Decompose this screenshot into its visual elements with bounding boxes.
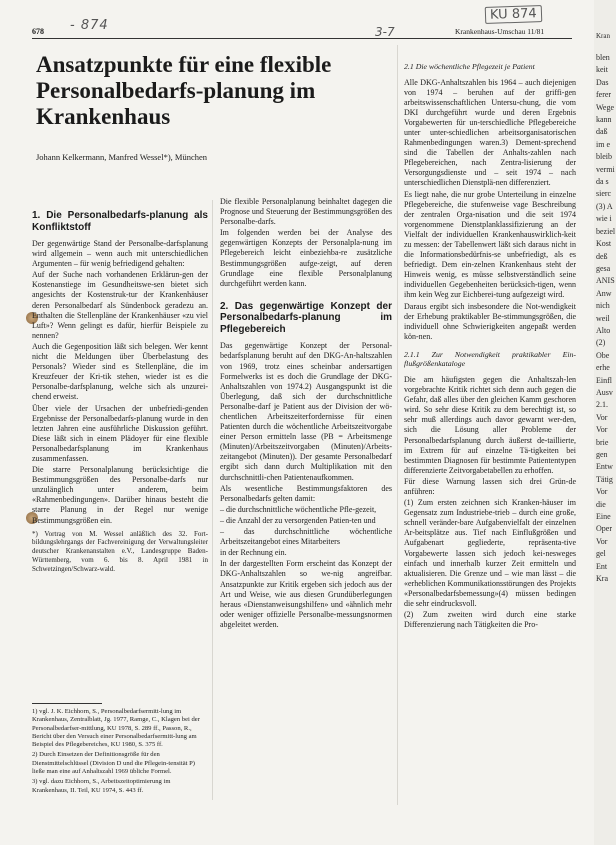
next-page-line: ANIS — [596, 276, 615, 286]
paragraph: Der gegenwärtige Stand der Personalbe-darfsplanung wird allgemein – wenn auch mit unterschiedlichen Argumenten – für wenig befriedigend gehalten: — [32, 239, 208, 269]
next-page-line: (3) A — [596, 201, 613, 211]
next-page-line: gel — [596, 549, 606, 559]
next-page-line: die — [596, 499, 606, 509]
next-page-line: (2) — [596, 338, 606, 348]
next-page-line: 2.1. — [596, 400, 608, 410]
paragraph: Auf der Suche nach vorhandenen Erklärun-gen der Kostenanstiege im Gesundheitswe-sen bietet sich angesichts der Kostenstruk-tur der Krankenhäuser deren Personalbedarf als Sündenbock geradezu an. Enthalten die Stellenpläne der Krankenhäuser «zu viel Luft»? Wenn gelingt es dafür, hierfür Beispiele zu nennen? — [32, 270, 208, 340]
section-heading-2: 2. Das gegenwärtige Konzept der Personalbedarfs-planung im Pflegebereich — [220, 300, 392, 335]
paragraph: Die am häufigsten gegen die Anhaltszah-len vorgebrachte Kritik richtet sich denn auch gegen die Gefahr, daß alles über den gleichen Kamm geschoren wird. So sehr diese Kritik zu dem berechtigt ist, so sehr muß allerdings auch davor gewarnt wer-den, sich die Lösung aller Probleme der Personalbedarfsplanung durch äußerst de-taillierte, im Extrem für auf einzelne Tä-tigkeiten bei bestimmten Diagnosen für bestimmte Patiententypen differenzierte Zeitvorgabetabellen zu erhoffen. — [404, 374, 576, 475]
author-footnote: *) Vortrag von M. Wessel anläßlich des 32. Fort-bildungslehrgangs der Fachvereinigung der Verwaltungsleiter deutscher Krankenanstalten e.V., Landesgruppe Baden-Württemberg, vom 6. bis 8. April 1981 in Schwetzingen/Schwarz-wald. — [32, 529, 208, 573]
next-page-line: Das — [596, 77, 609, 87]
next-page-header: Kran — [596, 32, 610, 40]
next-page-line: Vor — [596, 412, 608, 422]
next-page-line: Alto — [596, 325, 611, 335]
article-title: Ansatzpunkte für eine flexible Personalbedarfs-planung im Krankenhaus — [36, 52, 332, 129]
paragraph: Über viele der Ursachen der unbefriedi-genden Ergebnisse der Personalbedarfs-planung wurde in den letzten Jahren eine ausführliche Diskussion geführt. Diese läßt sich in einem Plädoyer für eine flexible Personalbedarfsplanung im Krankenhaus zusammenfassen. — [32, 403, 208, 463]
next-page-line: Ent — [596, 561, 608, 571]
paragraph: In der dargestellten Form erscheint das Konzept der DKG-Anhaltszahlen so we-nig angreifbar. Ansatzpunkte zur Kritik ergeben sich jedoch aus der Art und Weise, wie aus diesen Grundüberlegungen heraus «Dienstanweisungshilfen» und «ähnlich mehr oder weniger offizielle Personalbe-messungsnormen abgeleitet werden. — [220, 559, 392, 629]
page-number: 678 — [32, 27, 44, 36]
next-page-line: Anw — [596, 288, 612, 298]
next-page-line: Eine — [596, 512, 611, 522]
next-page-line: Oper — [596, 524, 612, 534]
footnote: 3) vgl. dazu Eichhorn, S., Arbeitszeitoptimierung im Krankenhaus, II. Teil, KU 1974, S. 443 ff. — [32, 778, 171, 794]
next-page-line: da s — [596, 177, 609, 187]
next-page-line: weil — [596, 313, 610, 323]
next-page-line: vermi — [596, 164, 615, 174]
next-page-line: Vor — [596, 425, 608, 435]
next-page-line: Vor — [596, 536, 608, 546]
next-page-line: sierc — [596, 189, 612, 199]
subsection-heading-2-1: 2.1 Die wöchentliche Pflegezeit je Patient — [404, 62, 535, 71]
next-page-line: gen — [596, 450, 608, 459]
paragraph: (1) Zum ersten zeichnen sich Kranken-häuser im Gegensatz zum Industriebe-trieb – durch eine große, schnell veränder-bare Aufgabenvielfalt der einzelnen Ar-beitsplätze aus. Tief nach Einflußgrößen und Aufgabenart gegliederte, repräsenta-tive Vorgabewerte lassen sich jedoch kei-nesweges einfach und innerhalb kurzer Zeit ermitteln und aktualisieren. Die Grenze und – wie man lässt – die «erheblichen Kommunikationsstörungen des Projekts «Personalbedarfsbemessung»(4) müssen bedingen die sehr eindrucksvoll. — [404, 498, 576, 608]
next-page-line: ferer — [596, 90, 612, 100]
next-page-line: keit — [596, 65, 608, 75]
next-page-line: Entw — [596, 462, 613, 472]
handwritten-note-right: 3-7 — [375, 25, 395, 39]
next-page-line: beziel — [596, 226, 616, 236]
column-2 — [220, 197, 392, 631]
paragraph: Die starre Personalplanung berücksichtige die Bestimmungsgrößen des Personalbe-darfs nur unzulänglich unter anderem, beim «Rahmenbedingungen». Darüber hinaus besteht die starre Planung in der Regel nur wenige Bestimmungsgrößen ein. — [32, 465, 208, 525]
list-item: – das durchschnittliche wöchentliche Arbeitszeitangebot eines Mitarbeiters — [220, 527, 392, 547]
next-page-line: erhe — [596, 363, 610, 373]
handwritten-note-left: - 874 — [70, 18, 109, 33]
next-page-line: Vor — [596, 487, 608, 497]
next-page-line: bleib — [596, 152, 612, 162]
paragraph: Auch die Gegenposition läßt sich belegen. Wer kennt nicht die Meldungen über Überbelastung des Personals? Wieder sind es Stellenpläne, die im Kreuzfeuer der Kri-tik stehen, wieder ist es die Personalbe-darfsplanung, welche sich als unzurei-chend erweist. — [32, 341, 208, 402]
paragraph: Alle DKG-Anhaltszahlen bis 1964 – auch diejenigen von 1974 – beruhen auf der griffi-gen arbeitswissenschaftlichen Untersu-chung, die vom DKI durchgeführt wurde und deren Ergebnis Vorgabewerten für un-terschiedliche Pflegebereiche unter unter-schiedlichen arbeitsorganisatorischen Rahmenbedingungen waren.3) Dement-sprechend sind die Tabellen der Anhalts-zahlen nach Pflegebereichen, nach Zentra-lisierung der Versorgungsdienste und – seit 1974 – nach unterschiedlichen Dienstplä-nen differenziert. — [404, 77, 576, 188]
paragraph: (2) Zum zweiten wird durch eine starke Differenzierung nach Tätigkeiten die Pro- — [404, 610, 576, 630]
next-page-line: kann — [596, 115, 612, 125]
paragraph: Für diese Warnung lassen sich drei Grün-de anführen: — [404, 476, 576, 496]
next-page-line: im e — [596, 139, 610, 149]
next-page-line: deß — [596, 251, 608, 261]
article-authors: Johann Kelkermann, Manfred Wessel*), München — [36, 152, 208, 162]
next-page-line: wie i — [596, 214, 612, 224]
paragraph: Die flexible Personalplanung beinhaltet dagegen die Prognose und Steuerung der Bestimmungsgrößen des Personalbe-darfs. — [220, 197, 392, 227]
archive-stamp: KU 874 — [485, 5, 542, 24]
paragraph: Das gegenwärtige Konzept der Personal-bedarfsplanung beruht auf den DKG-An-haltszahlen von 1969, trotz eines scheinbar andersartigen Formelwerks ist es doch die Grundlage der DKG-Anhaltszahlen von 1974.2) Ausgangspunkt ist die Überlegung, daß sich der durchschnittliche Personalbe-darf je Patient aus der Division der wö-chentlichen Arbeitszeiterfordernisse für einen Patienten durch die wöchentliche Arbeitszeitvorgabe einer Person ermitteln lasse (PB = Arbeitsmenge (Minuten)/Arbeitszeitvorgaben (Minuten)/Arbeits-zeitangebot (Minuten)). Der gesamte Personalbedarf ergibt sich dann durch Multiplikation mit den durchschnittli-chen Patientenaufkommen. — [220, 341, 392, 482]
footnote-rule — [32, 703, 102, 704]
next-page-line: daß — [596, 127, 608, 137]
next-page-line: blen — [596, 53, 610, 62]
list-item: – die Anzahl der zu versorgenden Patien-ten und — [220, 515, 376, 525]
footnote: 1) vgl. J. K. Eichhorn, S., Personalbedarfsermitt-lung im Krankenhaus, Zentralblatt, Jg. 1977, Ramge, C., Klagen bei der Personalbedarfser-mittlung, KU 1978, S. 289 ff., Passon, R., Bericht über den Versuch einer Personalbedarfsermitt-lung am Beispiel des Pflegebereiches, KU 1980, S. 375 ff. — [32, 708, 200, 749]
next-page-line: brie — [596, 437, 609, 447]
list-item: – die durchschnittliche wöchentliche Pfle-gezeit, — [220, 504, 377, 514]
footnotes — [32, 697, 208, 797]
column-1 — [32, 210, 208, 575]
next-page-line: Wege — [596, 102, 615, 112]
next-page-edge — [594, 0, 616, 845]
next-page-lines — [596, 52, 616, 585]
header-rule — [32, 38, 572, 39]
next-page-line: Ausv — [596, 387, 613, 397]
paragraph: Als wesentliche Bestimmungsfaktoren des Personalbedarfs gelten damit: — [220, 483, 392, 503]
next-page-line: Kost — [596, 239, 612, 249]
column-3 — [404, 62, 576, 631]
next-page-line: Einfl — [596, 375, 612, 385]
section-heading-1: 1. Die Personalbedarfs-planung als Konfliktstoff — [32, 210, 208, 233]
column-gutter-2 — [397, 45, 398, 805]
paragraph: in der Rechnung ein. — [220, 548, 287, 558]
next-page-line: Tätig — [596, 474, 613, 484]
footnote: 2) Durch Einsetzen der Definitionsgröße für den Dienstmittelschlüssel (Division D und die Pflegein-tensität P) ließe man eine auf Anhaltszahl 1969 übliche Formel. — [32, 751, 195, 776]
paragraph: Es liegt nahe, die nur grobe Unterteilung in einzelne Pflegebereiche, die stufenweise vage Beschreibung der zentralen Orga-nisation und die seit 1974 vorgenommene Dienstplanklassifizierung an der Vielfalt der individuellen Krankenhauswirklich-keit zu messen: der Tabellenwert läßt sich daraus nicht in die Informationsbedürfnis-se unbefriedigt, als es befriedigt. Dem ein-zelnen Krankenhaus steht der Hinweis wenig, es müsse selbstverständlich seine individuellen Gegebenheiten berücksich-tigen, wenn ihm kein Weg zur Eichberei-tung aufgezeigt wird. — [404, 189, 576, 300]
column-gutter-1 — [212, 200, 213, 800]
paragraph: Daraus ergibt sich insbesondere die Not-wendigkeit der Erhebung praktikabler Be-stimmungsgrößen, die individuell ohne Schwierigkeiten angepaßt werden kön-nen. — [404, 301, 576, 341]
subsection-heading-2-1-1: 2.1.1 Zur Notwendigkeit praktikabler Ein-flußgrößenkataloge — [404, 349, 576, 369]
next-page-line: nich — [596, 301, 610, 311]
next-page-line: gesa — [596, 263, 611, 273]
paragraph: Im folgenden werden bei der Analyse des gegenwärtigen Konzepts der Personalpla-nung im Pflegebereich leicht einbeziehba-re zusätzliche Bestimmungsgrößen aufge-zeigt, auf deren Grundlage eine flexible Personalplanung durchgeführt werden kann. — [220, 228, 392, 288]
next-page-line: Kra — [596, 574, 608, 584]
journal-header: Krankenhaus-Umschau 11/81 — [455, 27, 545, 36]
next-page-line: Obe — [596, 350, 610, 360]
